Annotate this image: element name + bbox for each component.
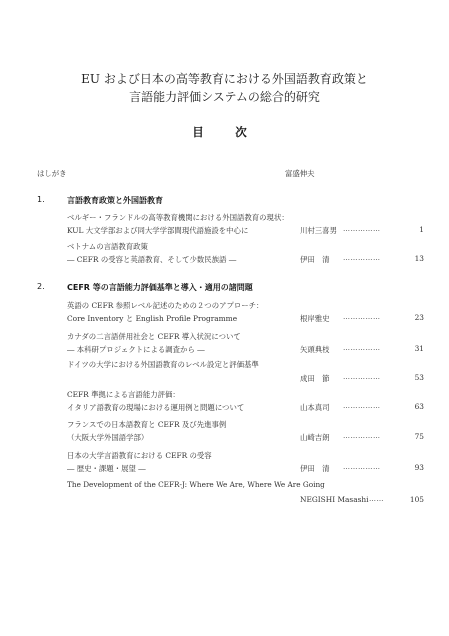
entry-title-line2: ― 歴史・課題・展望 ― — [67, 464, 146, 473]
entry-title-line1: ベトナムの言語教育政策 — [67, 242, 148, 251]
entry-title-line2: （大阪大学外国語学部） — [67, 433, 149, 442]
section-number: 2. — [37, 282, 45, 291]
entry-page: 13 — [414, 254, 424, 263]
entry-page: 1 — [419, 225, 424, 234]
entry-page: 75 — [414, 432, 424, 441]
entry-author: NEGISHI Masashi — [300, 495, 369, 504]
entry-title-line2: イタリア語教育の現場における運用例と問題について — [67, 403, 245, 412]
entry-author: 川村三喜男 — [300, 226, 337, 235]
toc-heading: 目 次 — [192, 125, 257, 139]
entry-page: 93 — [414, 463, 424, 472]
entry-page: 105 — [409, 495, 424, 504]
entry-author: 山本真司 — [300, 403, 330, 412]
entry-title-line2: ― 本科研プロジェクトによる調査から ― — [67, 345, 205, 354]
entry-page: 53 — [414, 373, 424, 382]
entry-leader: …………… — [343, 432, 381, 440]
section-title: CEFR 等の言語能力評価基準と導入・適用の諸問題 — [67, 283, 253, 292]
entry-leader: …………… — [343, 254, 381, 262]
entry-author: 山崎吉朗 — [300, 433, 330, 442]
entry-leader: …… — [369, 495, 384, 503]
entry-title-line1: ベルギー・フランドルの高等教育機関における外国語教育の現状： — [67, 213, 289, 222]
entry-author: 成田 節 — [300, 374, 330, 383]
entry-title-line1: ドイツの大学における外国語教育のレベル設定と評価基準 — [67, 360, 259, 369]
entry-leader: …………… — [343, 463, 381, 471]
entry-leader: …………… — [343, 225, 381, 233]
preface-label[interactable]: はしがき — [37, 169, 67, 178]
entry-page: 23 — [414, 313, 424, 322]
entry-title-line1: 日本の大学言語教育における CEFR の受容 — [67, 451, 212, 460]
entry-author: 伊田 清 — [300, 464, 330, 473]
entry-author: 伊田 清 — [300, 255, 330, 264]
entry-title-line2: Core Inventory と English Profile Programme — [67, 314, 238, 323]
entry-page: 31 — [414, 344, 424, 353]
entry-title-line1: CEFR 準拠による言語能力評価： — [67, 390, 180, 399]
entry-leader: …………… — [343, 373, 381, 381]
entry-title-line2: ― CEFR の受容と英語教育、そして少数民族語 ― — [67, 255, 237, 264]
document-title-line1: EU および日本の高等教育における外国語教育政策と — [81, 72, 368, 86]
entry-leader: …………… — [343, 344, 381, 352]
preface-author: 富盛伸夫 — [285, 169, 315, 178]
entry-title-line2: KUL 大文学部および同大学学部間現代語施設を中心に — [67, 226, 249, 235]
entry-title-line1: 英語の CEFR 参照レベル記述のための２つのアプローチ： — [67, 301, 264, 310]
entry-author: 矢頭典枝 — [300, 345, 330, 354]
entry-title-line1: カナダの二言語併用社会と CEFR 導入状況について — [67, 332, 241, 341]
entry-leader: …………… — [343, 402, 381, 410]
document-title-line2: 言語能力評価システムの総合的研究 — [129, 90, 320, 104]
section-title: 言語教育政策と外国語教育 — [67, 196, 163, 205]
entry-author: 根岸雅史 — [300, 314, 330, 323]
entry-title-line1: The Development of the CEFR-J: Where We Are, Where We Are Going — [67, 480, 325, 489]
entry-leader: …………… — [343, 313, 381, 321]
entry-page: 63 — [414, 402, 424, 411]
entry-title-line1: フランスでの日本語教育と CEFR 及び先進事例 — [67, 420, 227, 429]
section-number: 1. — [37, 195, 45, 204]
